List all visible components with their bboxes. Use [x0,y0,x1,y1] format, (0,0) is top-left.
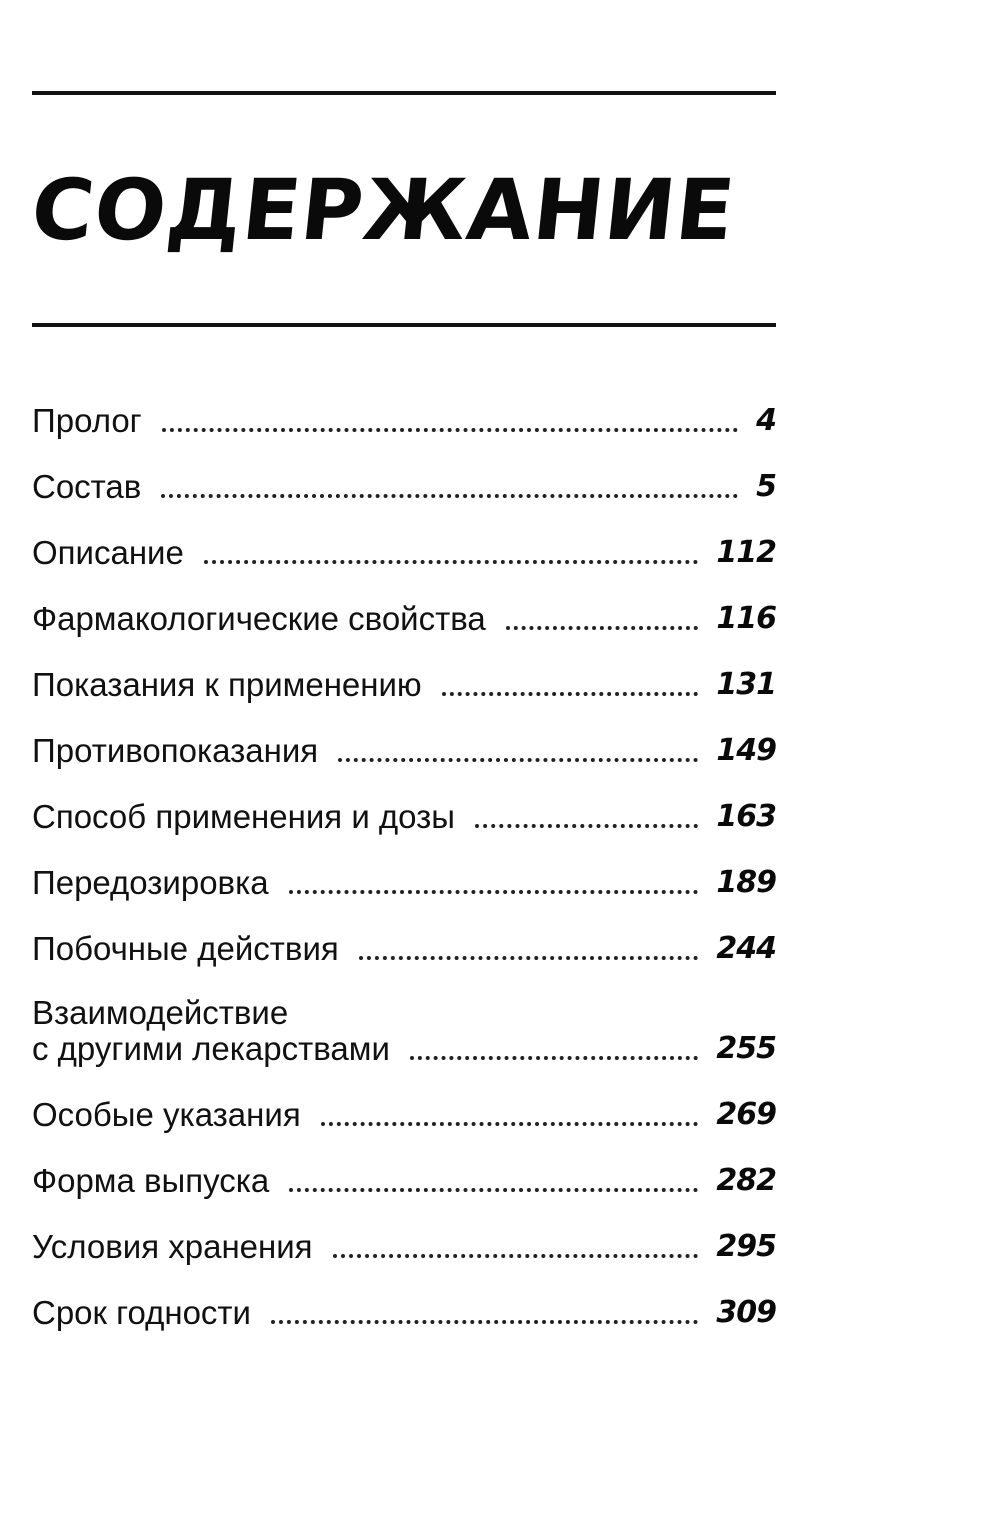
toc-entry-contraindications[interactable] [32,714,776,780]
toc-entry-indications[interactable] [32,648,776,714]
toc-entry-label: Срок годности [32,1294,251,1331]
dot-leader [338,733,698,780]
dot-leader [289,865,699,912]
toc-entry-label: Особые указания [32,1096,301,1133]
toc-entry-page-number: 149 [716,733,776,768]
toc-entry-description[interactable] [32,516,776,582]
toc-entry-label: Фармакологические свойства [32,600,486,637]
dot-leader [289,1163,698,1210]
toc-entry-page-number: 4 [756,403,776,438]
toc-entry-page-number: 282 [716,1163,776,1198]
toc-entry-label: Передозировка [32,864,269,901]
toc-entry-page-number: 244 [716,931,776,966]
toc-entry-page-number: 309 [716,1295,776,1330]
toc-entry-page-number: 131 [716,667,776,702]
dot-leader [321,1097,699,1144]
dot-leader [475,799,698,846]
dot-leader [359,931,699,978]
toc-entry-release-form[interactable] [32,1144,776,1210]
toc-entry-special-instructions[interactable] [32,1078,776,1144]
toc-entry-side-effects[interactable] [32,912,776,978]
dot-leader [204,535,699,582]
toc-entry-label: Способ применения и дозы [32,798,456,835]
table-of-contents [32,384,776,1342]
dot-leader [442,667,699,714]
toc-entry-drug-interactions[interactable] [32,978,776,1078]
toc-entry-page-number: 255 [716,1031,776,1066]
toc-entry-label: Условия хранения [32,1228,313,1265]
toc-entry-label: Взаимодействие с другими лекарствами [32,994,390,1067]
toc-entry-overdose[interactable] [32,846,776,912]
toc-entry-pharmacological-properties[interactable] [32,582,776,648]
toc-entry-label: Показания к применению [32,666,422,703]
toc-entry-composition[interactable] [32,450,776,516]
dot-leader [333,1229,699,1276]
toc-entry-page-number: 189 [716,865,776,900]
toc-entry-label: Состав [32,468,142,505]
toc-entry-storage-conditions[interactable] [32,1210,776,1276]
top-divider [32,91,776,95]
page-title: СОДЕРЖАНИЕ [26,161,740,259]
title-divider [32,323,776,327]
toc-entry-label: Пролог [32,402,142,439]
toc-entry-shelf-life[interactable] [32,1276,776,1342]
toc-entry-label: Побочные действия [32,930,339,967]
toc-entry-prologue[interactable] [32,384,776,450]
toc-entry-label: Форма выпуска [32,1162,270,1199]
toc-entry-dosage[interactable] [32,780,776,846]
toc-entry-page-number: 295 [716,1229,776,1264]
toc-entry-label: Описание [32,534,184,571]
dot-leader [410,1031,698,1078]
dot-leader [271,1295,698,1342]
toc-entry-label: Противопоказания [32,732,319,769]
toc-entry-page-number: 269 [716,1097,776,1132]
dot-leader [161,469,738,516]
toc-entry-page-number: 112 [716,535,776,570]
dot-leader [162,403,738,450]
toc-entry-page-number: 116 [716,601,776,636]
dot-leader [506,601,699,648]
toc-entry-page-number: 5 [756,469,776,504]
toc-entry-page-number: 163 [716,799,776,834]
